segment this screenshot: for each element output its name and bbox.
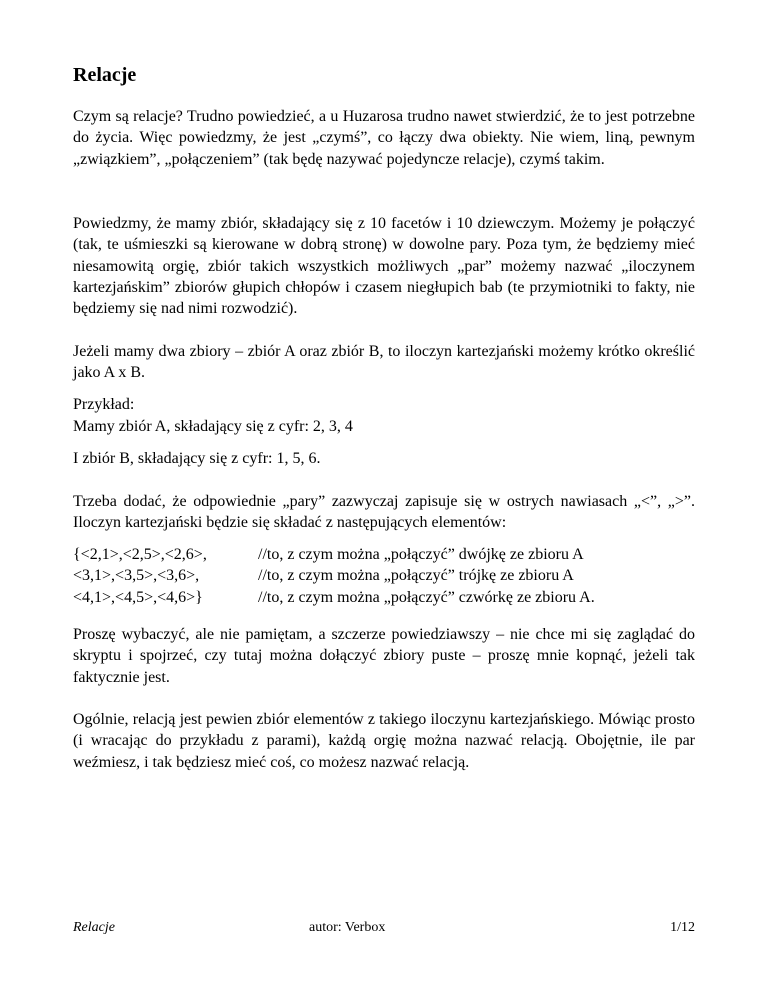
- pair-set: <4,1>,<4,5>,<4,6>}: [73, 588, 203, 606]
- pair-row: [73, 565, 695, 586]
- paragraph-example-label: Przykład:: [73, 396, 135, 413]
- paragraph-relation-definition: Ogólnie, relacją jest pewien zbiór elementów z takiego iloczynu kartezjańskiego. Mówiąc prosto (i wracając do przykładu z parami), każdą orgię można nazwać relacją. Obojętnie, ile par weźmiesz, i tak będziesz mieć coś, co możesz nazwać relacją.: [73, 711, 695, 771]
- paragraph-set-b: I zbiór B, składający się z cyfr: 1, 5, 6.: [73, 450, 321, 467]
- pair-comment: //to, z czym można „połączyć” dwójkę ze zbioru A: [258, 546, 584, 563]
- footer-document-name: Relacje: [73, 920, 115, 935]
- pair-set: <3,1>,<3,5>,<3,6>,: [73, 567, 200, 585]
- pair-comment: //to, z czym można „połączyć” trójkę ze zbioru A: [258, 567, 574, 585]
- pair-row: [73, 587, 695, 608]
- document-title: Relacje: [73, 64, 137, 86]
- pair-row: [73, 544, 695, 565]
- pair-comment: //to, z czym można „połączyć” czwórkę ze zbioru A.: [258, 588, 595, 606]
- paragraph-cartesian-example: Powiedzmy, że mamy zbiór, składający się z 10 facetów i 10 dziewczym. Możemy je połączyć (tak, te uśmieszki są kierowane w dobrą stronę) w dowolne pary. Poza tym, że będziemy mieć niesamowitą orgię, zbiór takich wszystkich możliwych „par” możemy nazwać „iloczynem kartezjańskim” zbiorów głupich chłopów i czasem niegłupich bab (te przymiotniki to fakty, nie będziemy się nad nimi rozwodzić).: [73, 215, 695, 318]
- footer-author: autor: Verbox: [309, 920, 386, 935]
- paragraph-notation: Jeżeli mamy dwa zbiory – zbiór A oraz zbiór B, to iloczyn kartezjański możemy krótko określić jako A x B.: [73, 343, 695, 382]
- pairs-listing: [73, 544, 695, 608]
- paragraph-pairs-intro: Trzeba dodać, że odpowiednie „pary” zazwyczaj zapisuje się w ostrych nawiasach „<”, „>”. Iloczyn kartezjański będzie się składać z następujących elementów:: [73, 493, 695, 532]
- pair-set: {<2,1>,<2,5>,<2,6>,: [73, 546, 207, 563]
- paragraph-intro: Czym są relacje? Trudno powiedzieć, a u Huzarosa trudno nawet stwierdzić, że to jest potrzebne do życia. Więc powiedzmy, że jest „czymś”, co łączy dwa obiekty. Nie wiem, liną, pewnym „związkiem”, „połączeniem” (tak będę nazywać pojedyncze relacje), czymś takim.: [73, 108, 695, 168]
- paragraph-apology: Proszę wybaczyć, ale nie pamiętam, a szczerze powiedziawszy – nie chce mi się zaglądać do skryptu i spojrzeć, czy tutaj można dołączyć zbiory puste – proszę mnie kopnąć, jeżeli tak faktycznie jest.: [73, 626, 695, 686]
- footer-page-number: 1/12: [670, 920, 695, 935]
- paragraph-set-a: Mamy zbiór A, składający się z cyfr: 2, 3, 4: [73, 418, 353, 435]
